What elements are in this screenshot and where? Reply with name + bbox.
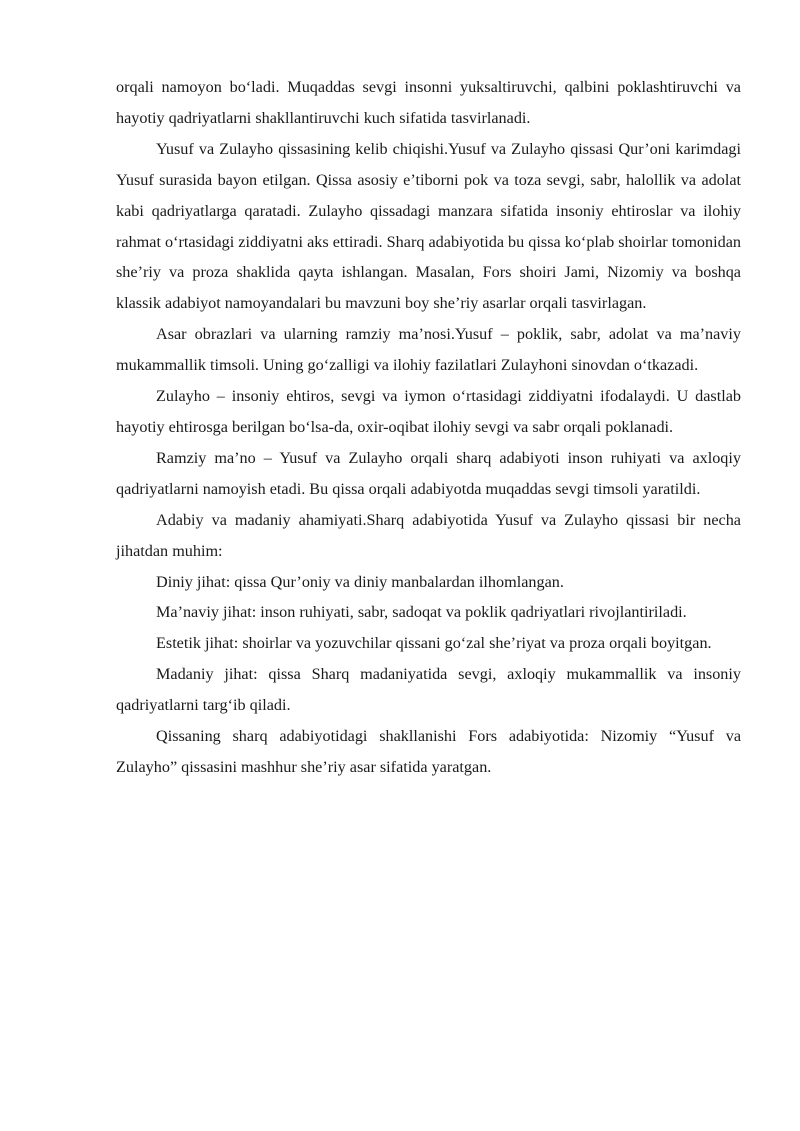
paragraph-spiritual-aspect: Ma’naviy jihat: inson ruhiyati, sabr, sadoqat va poklik qadriyatlari rivojlantiriladi. [156, 603, 687, 622]
paragraph-symbolic-meaning: Ramziy ma’no – Yusuf va Zulayho orqali sharq adabiyoti inson ruhiyati va axloqiy qadriyatlarni namoyish etadi. Bu qissa orqali adabiyotda muqaddas sevgi timsoli yaratildi. [116, 448, 741, 498]
paragraph-characters-yusuf: Asar obrazlari va ularning ramziy ma’nosi.Yusuf – poklik, sabr, adolat va ma’naviy mukammallik timsoli. Uning go‘zalligi va ilohiy fazilatlari Zulayhoni sinovdan o‘tkazadi. [116, 325, 741, 375]
paragraph-aesthetic-aspect: Estetik jihat: shoirlar va yozuvchilar qissani go‘zal she’riyat va proza orqali boyitgan. [156, 634, 712, 653]
paragraph-continuation: orqali namoyon bo‘ladi. Muqaddas sevgi insonni yuksaltiruvchi, qalbini poklashtiruvchi va hayotiy qadriyatlarni shakllantiruvchi kuch sifatida tasvirlanadi. [116, 78, 741, 127]
paragraph-significance: Adabiy va madaniy ahamiyati.Sharq adabiyotida Yusuf va Zulayho qissasi bir necha jihatdan muhim: [116, 510, 741, 560]
paragraph-characters-zulayho: Zulayho – insoniy ehtiros, sevgi va iymon o‘rtasidagi ziddiyatni ifodalaydi. U dastlab hayotiy ehtirosga berilgan bo‘lsa-da, oxir-oqibat ilohiy sevgi va sabr orqali poklanadi. [116, 387, 741, 436]
paragraph-origin: Yusuf va Zulayho qissasining kelib chiqishi.Yusuf va Zulayho qissasi Qur’oni karimdagi Yusuf surasida bayon etilgan. Qissa asosiy e’tiborni pok va toza sevgi, sabr, halollik va adolat kabi qadriyatlarga qaratadi. Zulayho qissadagi manzara sifatida insoniy ehtiroslar va ilohiy rahmat o‘rtasidagi ziddiyatni aks ettiradi. Sharq adabiyotida bu qissa ko‘plab shoirlar tomonidan she’riy va proza shaklida qayta ishlangan. Masalan, Fors shoiri Jami, Nizomiy va boshqa klassik adabiyot namoyandalari bu mavzuni boy she’riy asarlar orqali tasvirlagan. [116, 139, 741, 313]
paragraph-cultural-aspect: Madaniy jihat: qissa Sharq madaniyatida sevgi, axloqiy mukammallik va insoniy qadriyatlarni targ‘ib qiladi. [116, 665, 741, 715]
document-page [116, 72, 741, 783]
paragraph-formation: Qissaning sharq adabiyotidagi shakllanishi Fors adabiyotida: Nizomiy “Yusuf va Zulayho” qissasini mashhur she’riy asar sifatida yaratgan. [116, 727, 741, 776]
paragraph-religious-aspect: Diniy jihat: qissa Qur’oniy va diniy manbalardan ilhomlangan. [156, 572, 564, 591]
